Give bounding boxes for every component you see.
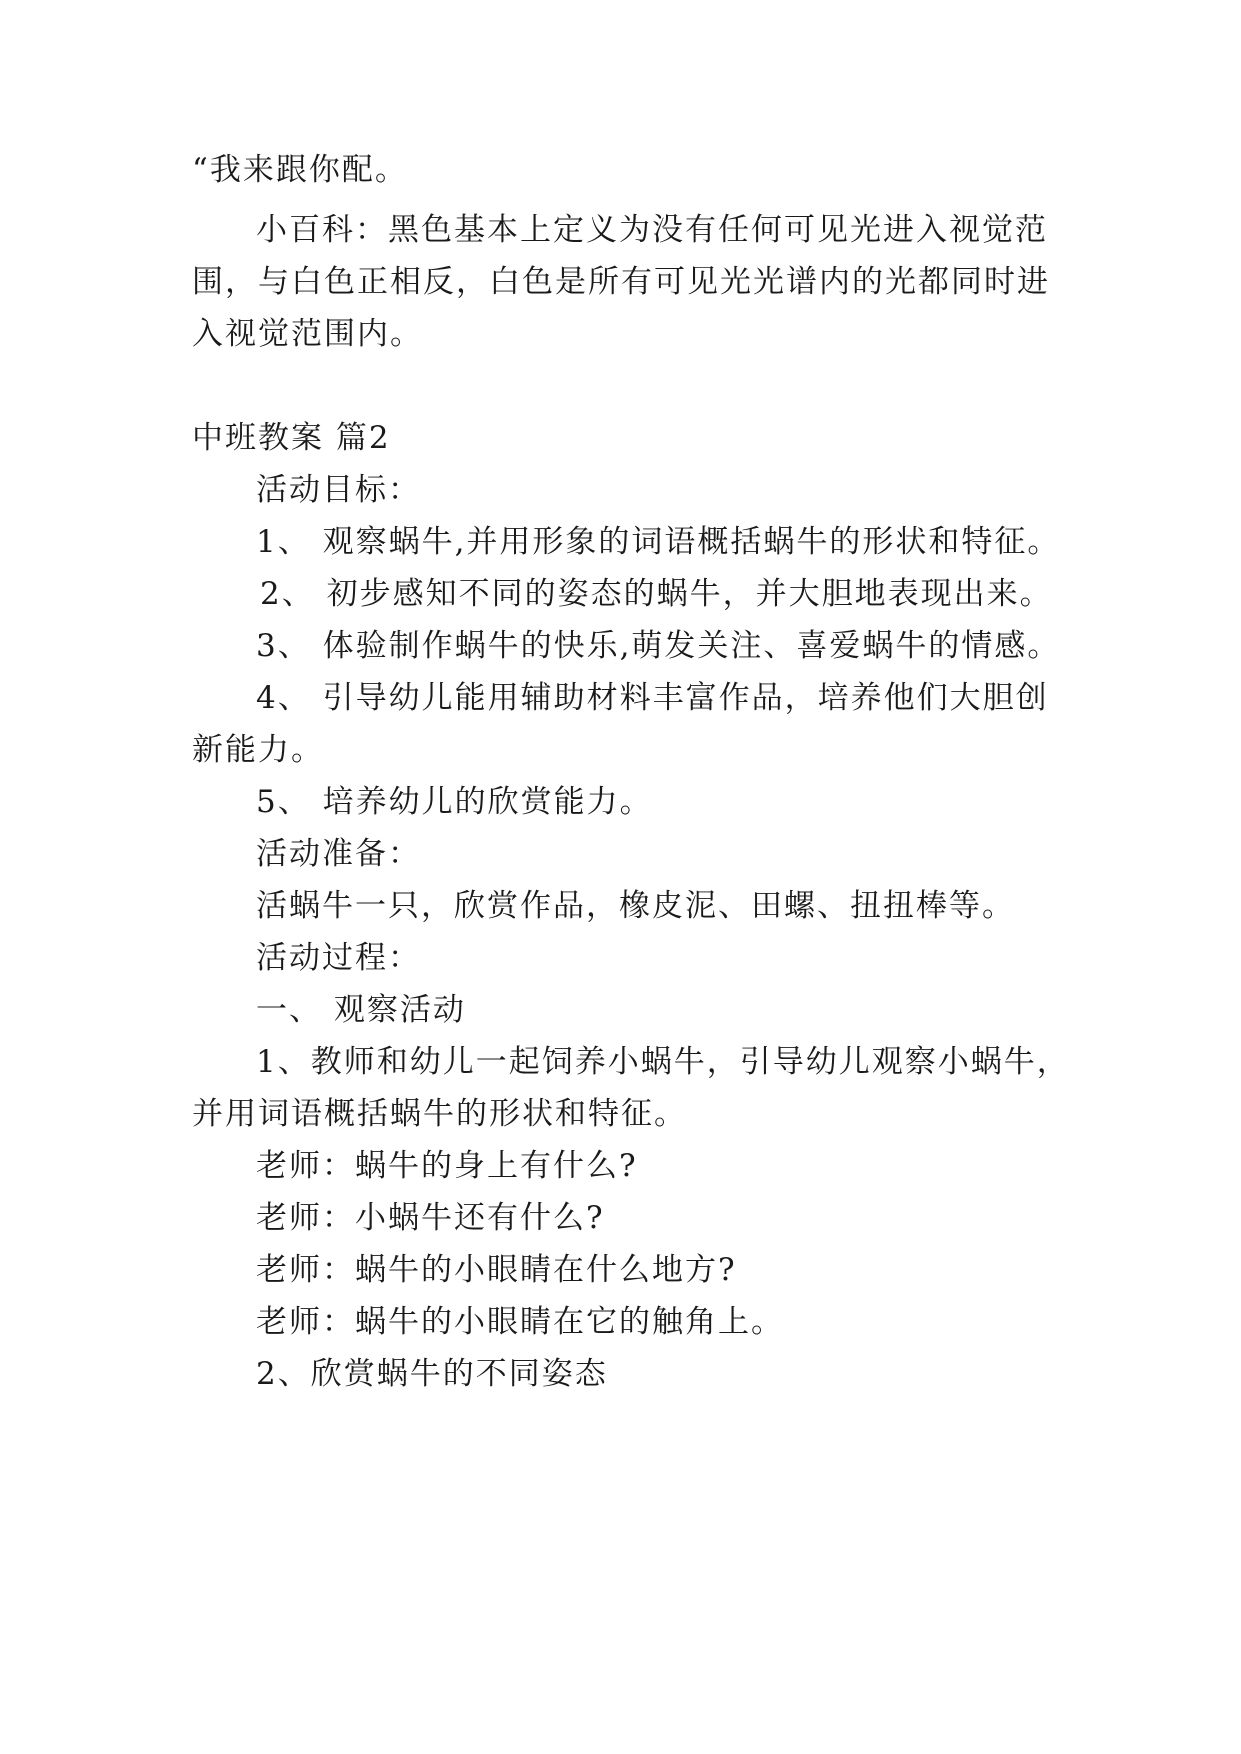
dialogue-line-1: 老师：蜗牛的身上有什么? (256, 1148, 638, 1184)
process-step-1-cont: 并用词语概括蜗牛的形状和特征。 (192, 1096, 687, 1132)
goal-item-4: 4、 引导幼儿能用辅助材料丰富作品，培养他们大胆创 (256, 680, 1049, 716)
dialogue-line-4: 老师：蜗牛的小眼睛在它的触角上。 (256, 1304, 784, 1340)
process-step-1: 1、教师和幼儿一起饲养小蜗牛，引导幼儿观察小蜗牛， (256, 1044, 1070, 1080)
subheading-process: 活动过程： (256, 940, 421, 976)
text-line-encyclopedia-cont: 围，与白色正相反，白色是所有可见光光谱内的光都同时进 (192, 264, 1050, 300)
goal-item-2: 2、 初步感知不同的姿态的蜗牛，并大胆地表现出来。 (260, 576, 1053, 612)
process-section-1: 一、 观察活动 (256, 992, 466, 1028)
goal-item-1: 1、 观察蜗牛,并用形象的词语概括蜗牛的形状和特征。 (256, 524, 1061, 560)
subheading-goals: 活动目标： (256, 472, 421, 508)
dialogue-line-3: 老师：蜗牛的小眼睛在什么地方? (256, 1252, 737, 1288)
text-line-encyclopedia: 小百科：黑色基本上定义为没有任何可见光进入视觉范 (256, 212, 1048, 248)
preparation-text: 活蜗牛一只，欣赏作品，橡皮泥、田螺、扭扭棒等。 (256, 888, 1015, 924)
dialogue-line-2: 老师：小蜗牛还有什么? (256, 1200, 605, 1236)
goal-item-3: 3、 体验制作蜗牛的快乐,萌发关注、喜爱蜗牛的情感。 (256, 628, 1061, 664)
section-heading: 中班教案 篇2 (192, 420, 391, 456)
subheading-preparation: 活动准备： (256, 836, 421, 872)
goal-item-4-cont: 新能力。 (192, 732, 324, 768)
text-line-encyclopedia-end: 入视觉范围内。 (192, 316, 423, 352)
process-step-2: 2、欣赏蜗牛的不同姿态 (256, 1356, 608, 1392)
text-line-quote: “我来跟你配。 (192, 152, 408, 188)
goal-item-5: 5、 培养幼儿的欣赏能力。 (256, 784, 653, 820)
